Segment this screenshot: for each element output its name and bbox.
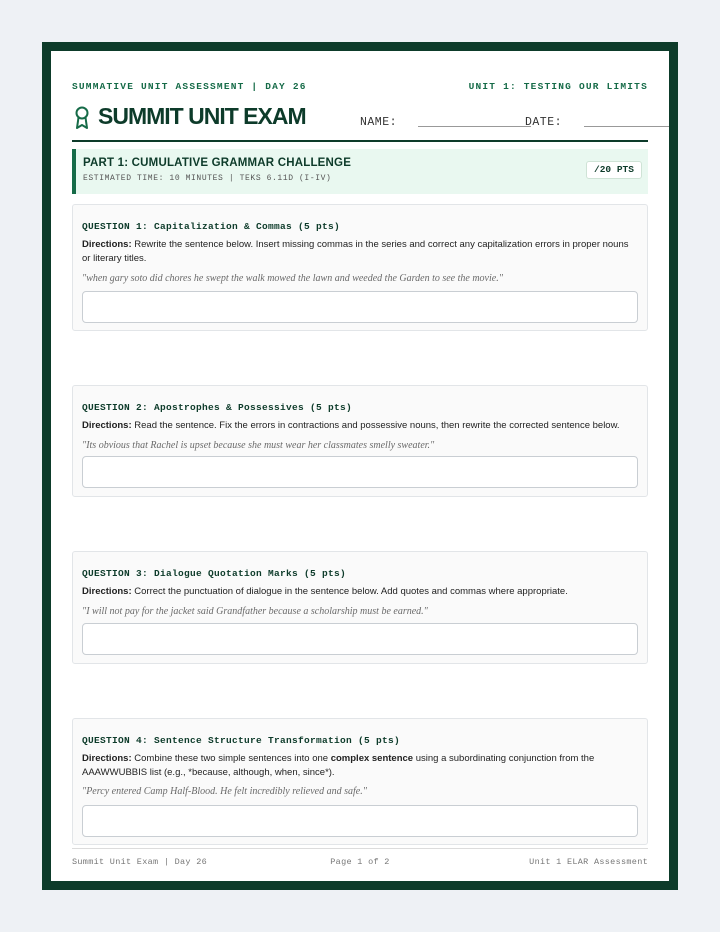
name-blank[interactable] (418, 126, 531, 127)
exam-page (51, 51, 669, 881)
footer-right: Unit 1 ELAR Assessment (529, 857, 648, 867)
date-label: DATE: (525, 116, 563, 129)
question-card (72, 551, 648, 664)
unit-label: UNIT 1: TESTING OUR LIMITS (468, 81, 648, 92)
directions-label: Directions: (82, 586, 132, 597)
question-directions (82, 585, 638, 599)
directions-label: Directions: (82, 239, 132, 250)
date-blank[interactable] (584, 126, 669, 127)
question-card (72, 204, 648, 331)
directions-label: Directions: (82, 420, 132, 431)
name-label: NAME: (360, 116, 398, 129)
answer-box[interactable] (82, 291, 638, 323)
question-title: QUESTION 2: Apostrophes & Possessives (5 pts) (82, 402, 353, 413)
directions-emphasis: complex sentence (330, 753, 414, 764)
question-sentence: "I will not pay for the jacket said Grandfather because a scholarship must be earned." (82, 606, 428, 617)
header-meta (72, 81, 648, 93)
directions-label: Directions: (82, 753, 132, 764)
part-subtitle: ESTIMATED TIME: 10 MINUTES | TEKS 6.11D (I-IV) (83, 174, 332, 183)
title-row (72, 103, 648, 139)
question-card (72, 385, 648, 497)
footer-divider (72, 848, 648, 849)
question-sentence: "when gary soto did chores he swept the walk mowed the lawn and weeded the Garden to see the movie." (82, 273, 503, 284)
question-directions (82, 752, 638, 780)
page-frame (42, 42, 678, 890)
answer-box[interactable] (82, 456, 638, 488)
page-number: Page 1 of 2 (330, 857, 390, 867)
page-title: SUMMIT UNIT EXAM (98, 103, 306, 129)
question-directions (82, 419, 638, 433)
question-title: QUESTION 1: Capitalization & Commas (5 pts) (82, 221, 341, 232)
question-sentence: "Its obvious that Rachel is upset because she must wear her classmates smelly sweater." (82, 440, 435, 451)
award-ribbon-icon (74, 106, 90, 130)
footer-left: Summit Unit Exam | Day 26 (72, 857, 208, 867)
directions-text: Combine these two simple sentences into one (131, 753, 331, 764)
question-title: QUESTION 4: Sentence Structure Transformation (5 pts) (82, 735, 401, 746)
answer-box[interactable] (82, 623, 638, 655)
directions-text: Read the sentence. Fix the errors in contractions and possessive nouns, then rewrite the corrected sentence below. (131, 420, 620, 431)
question-directions (82, 238, 638, 266)
header-divider (72, 140, 648, 142)
directions-text: Rewrite the sentence below. Insert missing commas in the series and correct any capitalization errors in proper nouns or literary titles. (82, 239, 629, 264)
directions-text: Correct the punctuation of dialogue in the sentence below. Add quotes and commas where appropriate. (131, 586, 568, 597)
part-title: PART 1: CUMULATIVE GRAMMAR CHALLENGE (83, 157, 352, 169)
points-badge: /20 PTS (586, 161, 642, 179)
directions-text-end: using a subordinating conjunction from the AAAWWUBBIS list (e.g., *because, although, when, since*). (82, 753, 595, 778)
question-card (72, 718, 648, 845)
assessment-label: SUMMATIVE UNIT ASSESSMENT | DAY 26 (72, 81, 307, 92)
question-sentence: "Percy entered Camp Half-Blood. He felt incredibly relieved and safe." (82, 786, 367, 797)
part-banner (72, 149, 648, 194)
question-title: QUESTION 3: Dialogue Quotation Marks (5 pts) (82, 568, 347, 579)
answer-box[interactable] (82, 805, 638, 837)
